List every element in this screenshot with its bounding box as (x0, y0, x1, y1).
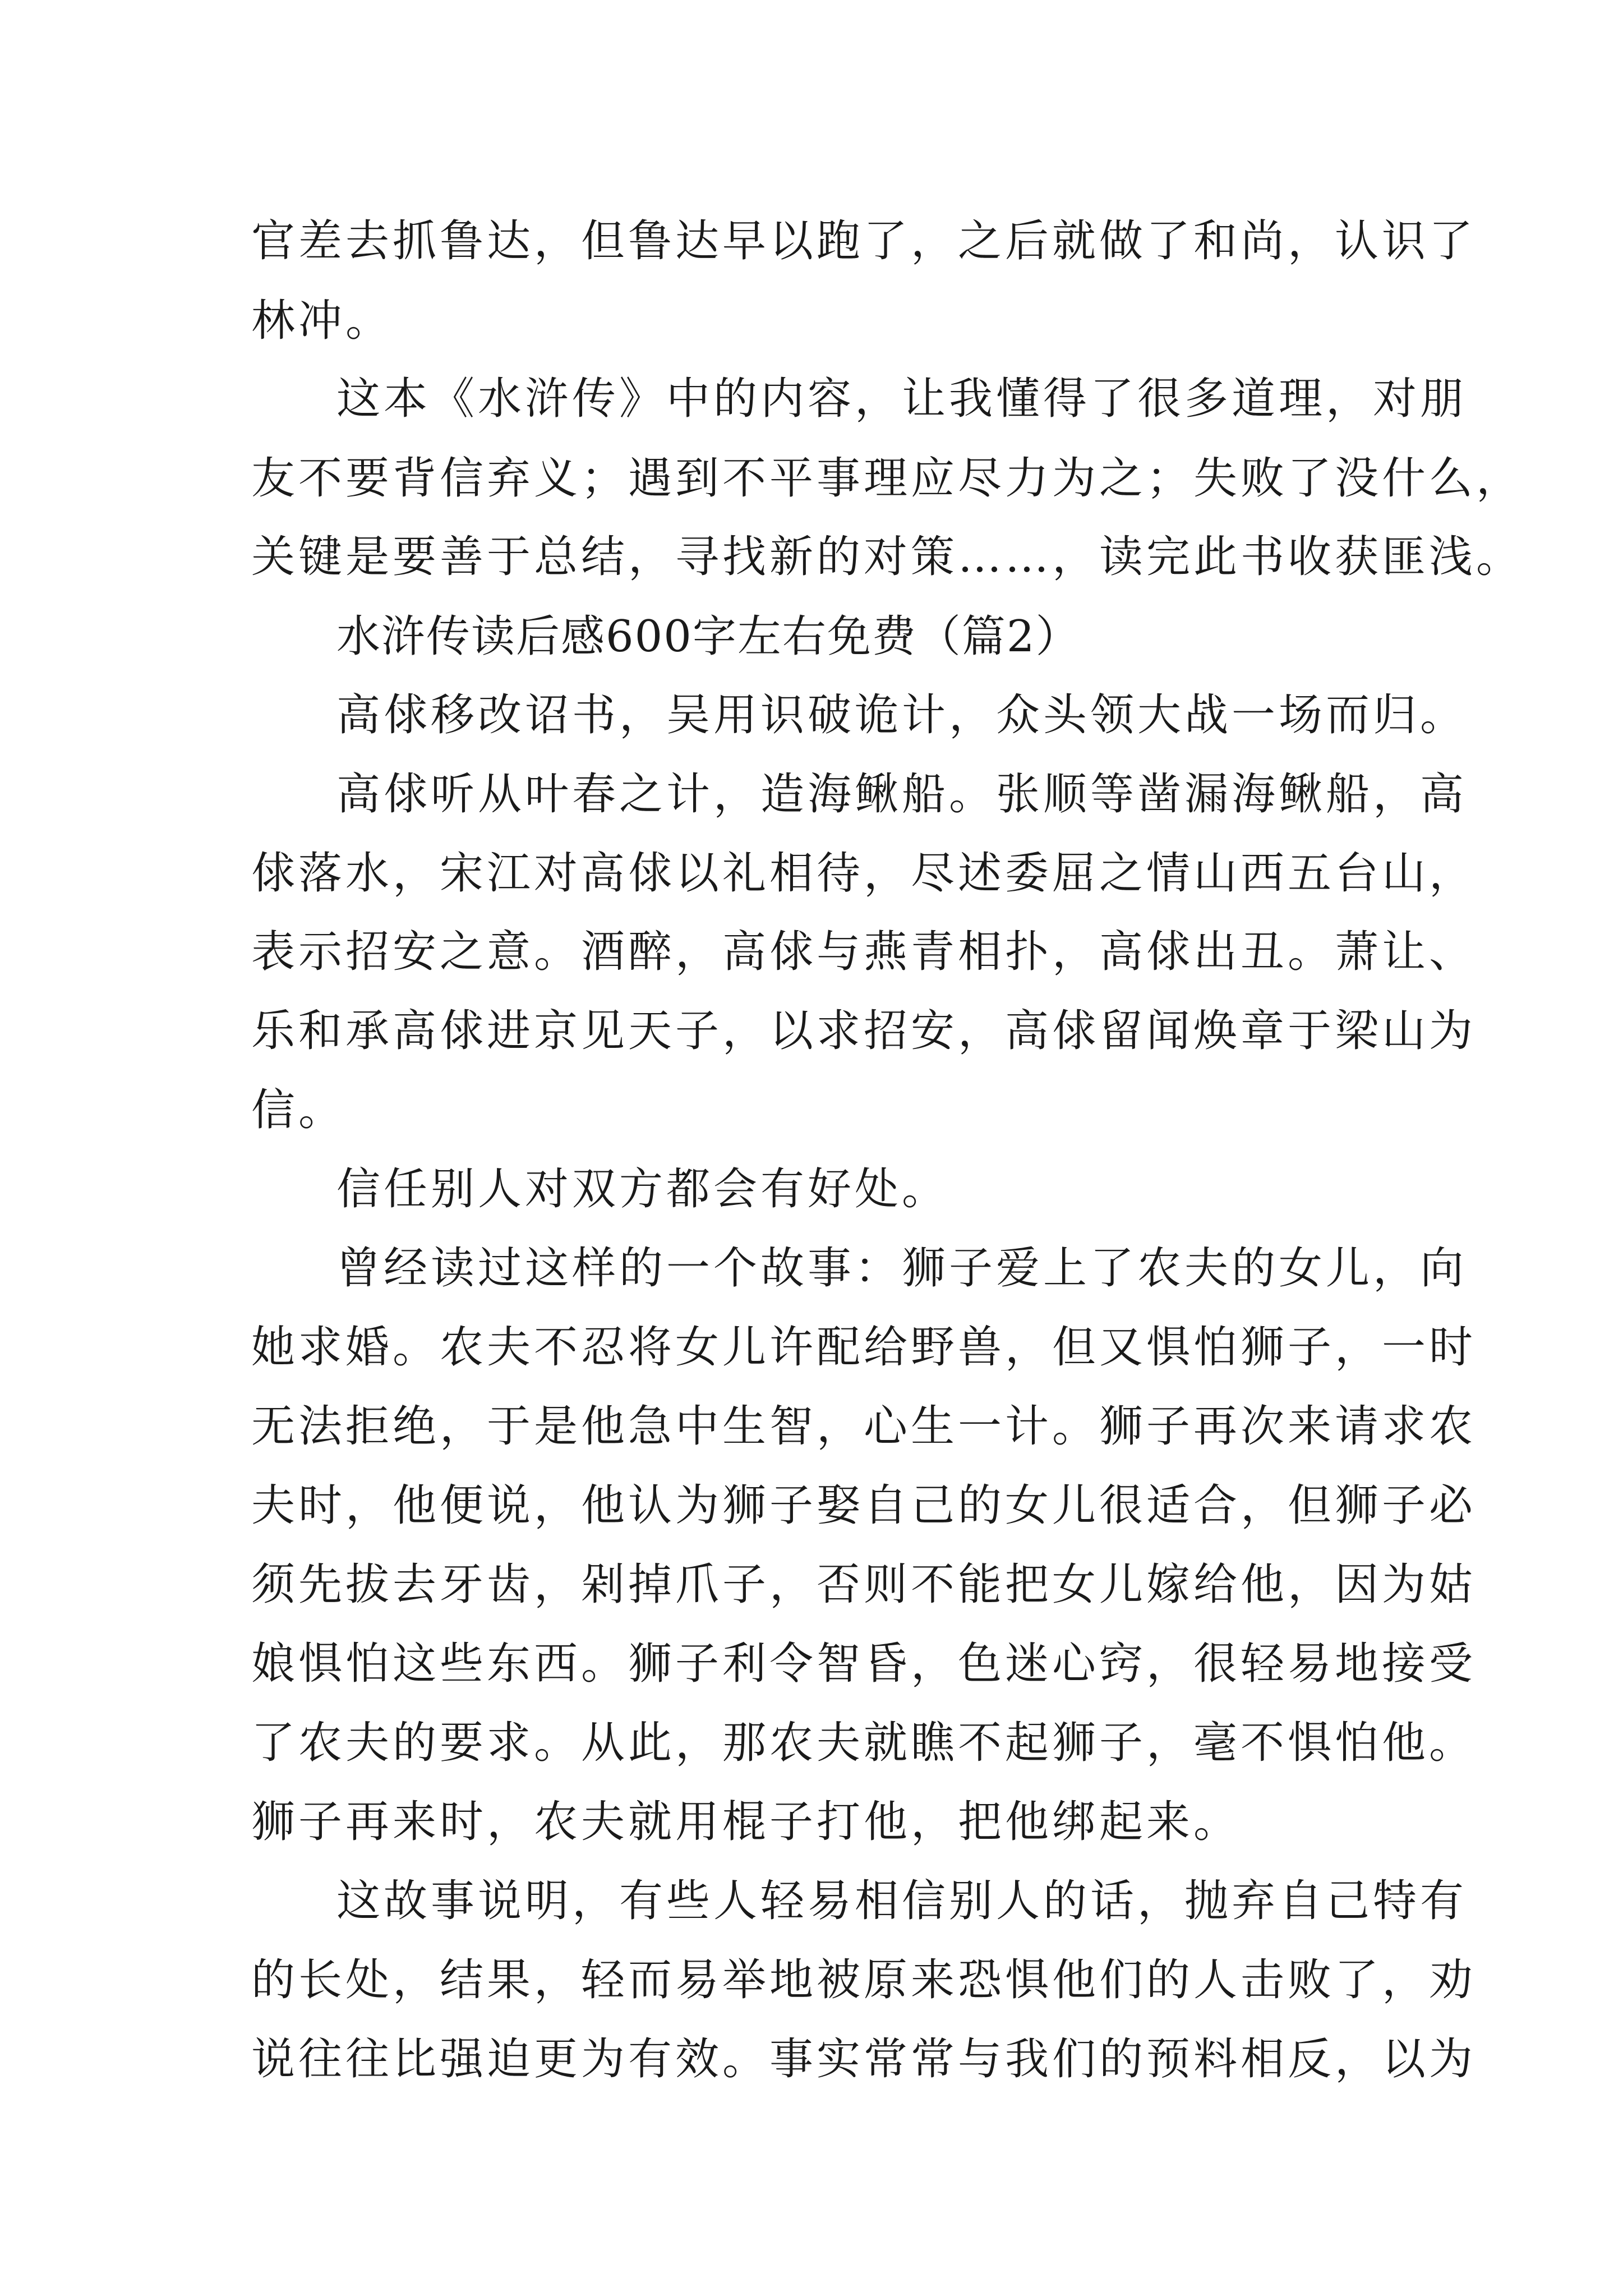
text-line: 夫时，他便说，他认为狮子娶自己的女儿很适合，但狮子必 (251, 1480, 1477, 1531)
text-line: 友不要背信弃义；遇到不平事理应尽力为之；失败了没什么， (251, 453, 1524, 504)
text-line: 的长处，结果，轻而易举地被原来恐惧他们的人击败了，劝 (251, 1955, 1477, 2005)
text-line: 说往往比强迫更为有效。事实常常与我们的预料相反，以为 (251, 2034, 1477, 2085)
paragraph-start-line: 这故事说明，有些人轻易相信别人的话，抛弃自己特有 (336, 1876, 1468, 1926)
section-heading: 水浒传读后感600字左右免费（篇2） (336, 611, 1081, 662)
paragraph-start-line: 高俅听从叶春之计，造海鳅船。张顺等凿漏海鳅船，高 (336, 769, 1468, 820)
text-line: 林冲。 (251, 296, 393, 346)
text-line: 乐和承高俅进京见天子，以求招安，高俅留闻焕章于梁山为 (251, 1006, 1477, 1056)
text-line: 信。 (251, 1085, 346, 1135)
text-line: 须先拔去牙齿，剁掉爪子，否则不能把女儿嫁给他，因为姑 (251, 1559, 1477, 1610)
paragraph-start-line: 曾经读过这样的一个故事：狮子爱上了农夫的女儿，向 (336, 1243, 1468, 1294)
text-line: 关键是要善于总结，寻找新的对策……，读完此书收获匪浅。 (251, 532, 1524, 582)
text-line: 娘惧怕这些东西。狮子利令智昏，色迷心窍，很轻易地接受 (251, 1639, 1477, 1689)
text-line: 表示招安之意。酒醉，高俅与燕青相扑，高俅出丑。萧让、 (251, 927, 1477, 977)
paragraph-start-line: 高俅移改诏书，吴用识破诡计，众头领大战一场而归。 (336, 690, 1468, 740)
text-line: 了农夫的要求。从此，那农夫就瞧不起狮子，毫不惧怕他。 (251, 1718, 1477, 1768)
text-line: 无法拒绝，于是他急中生智，心生一计。狮子再次来请求农 (251, 1401, 1477, 1452)
paragraph-start-line: 信任别人对双方都会有好处。 (336, 1164, 949, 1214)
text-line: 狮子再来时，农夫就用棍子打他，把他绑起来。 (251, 1797, 1241, 1847)
paragraph-start-line: 这本《水浒传》中的内容，让我懂得了很多道理，对朋 (336, 374, 1468, 424)
text-line: 官差去抓鲁达，但鲁达早以跑了，之后就做了和尚，认识了 (251, 216, 1477, 266)
text-line: 俅落水，宋江对高俅以礼相待，尽述委屈之情山西五台山， (251, 848, 1477, 899)
text-line: 她求婚。农夫不忍将女儿许配给野兽，但又惧怕狮子，一时 (251, 1322, 1477, 1373)
